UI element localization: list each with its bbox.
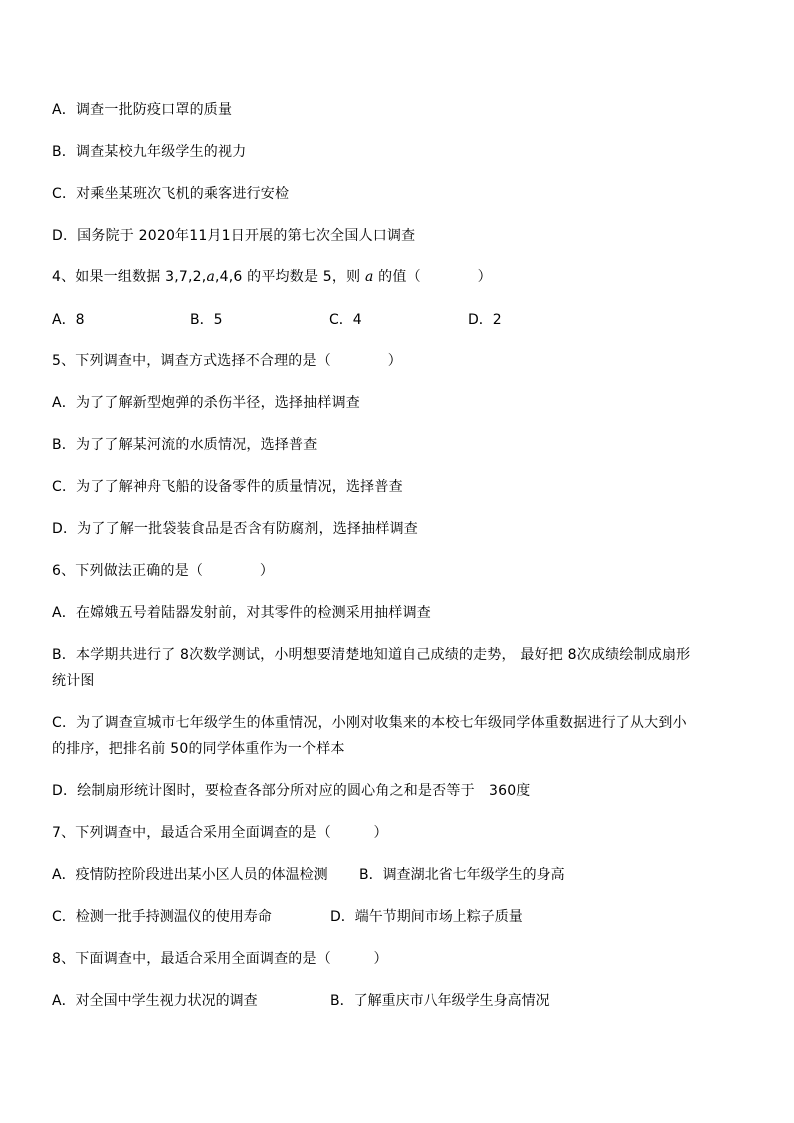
q8-stem: 8、下面调查中，最适合采用全面调查的是（ ）	[52, 951, 388, 967]
q4-stem	[52, 268, 492, 286]
q4-stem-after: 的值（ ）	[378, 269, 492, 285]
q3-option-b: B．调查某校九年级学生的视力	[52, 144, 247, 160]
q6-option-b-line2: 统计图	[52, 673, 95, 689]
q6-option-d: D．绘制扇形统计图时，要检查各部分所对应的圆心角之和是否等于 360度	[52, 783, 531, 799]
q4-stem-before: 4、如果一组数据 3,7,2,	[52, 269, 207, 285]
q3-option-a: A．调查一批防疫口罩的质量	[52, 102, 233, 118]
q7-option-c: C．检测一批手持测温仪的使用寿命	[52, 909, 272, 925]
q4-option-c: C．4	[329, 312, 362, 328]
q7-option-a: A．疫情防控阶段进出某小区人员的体温检测	[52, 867, 328, 883]
q6-stem: 6、下列做法正确的是（ ）	[52, 563, 275, 579]
q6-option-c-line2: 的排序，把排名前 50的同学体重作为一个样本	[52, 741, 345, 757]
q4-option-d: D．2	[468, 312, 502, 328]
q3-option-c: C．对乘坐某班次飞机的乘客进行安检	[52, 186, 290, 202]
q3-option-d: D．国务院于 2020年11月1日开展的第七次全国人口调查	[52, 228, 416, 244]
q4-option-a: A．8	[52, 312, 85, 328]
q4-variable-2: a	[364, 269, 374, 285]
q5-stem: 5、下列调查中，调查方式选择不合理的是（ ）	[52, 353, 402, 369]
q5-option-c: C．为了了解神舟飞船的设备零件的质量情况，选择普查	[52, 479, 403, 495]
q5-option-b: B．为了了解某河流的水质情况，选择普查	[52, 437, 318, 453]
q6-option-c-line1: C．为了调查宣城市七年级学生的体重情况，小刚对收集来的本校七年级同学体重数据进行了从大到小	[52, 715, 687, 731]
q4-option-b: B．5	[190, 312, 223, 328]
q7-stem: 7、下列调查中，最适合采用全面调查的是（ ）	[52, 825, 388, 841]
q7-option-b: B．调查湖北省七年级学生的身高	[359, 867, 565, 883]
q4-variable: a	[206, 269, 215, 285]
q6-option-b-line1: B．本学期共进行了 8次数学测试，小明想要清楚地知道自己成绩的走势， 最好把 8次成绩绘制成扇形	[52, 647, 691, 663]
q6-option-a: A．在嫦娥五号着陆器发射前，对其零件的检测采用抽样调查	[52, 605, 431, 621]
q4-stem-mid: ,4,6 的平均数是 5，则	[214, 269, 361, 285]
q8-option-a: A．对全国中学生视力状况的调查	[52, 993, 258, 1009]
q5-option-a: A．为了了解新型炮弹的杀伤半径，选择抽样调查	[52, 395, 360, 411]
q5-option-d: D．为了了解一批袋装食品是否含有防腐剂，选择抽样调查	[52, 521, 418, 537]
q7-option-d: D．端午节期间市场上粽子质量	[330, 909, 523, 925]
q8-option-b: B．了解重庆市八年级学生身高情况	[330, 993, 550, 1009]
